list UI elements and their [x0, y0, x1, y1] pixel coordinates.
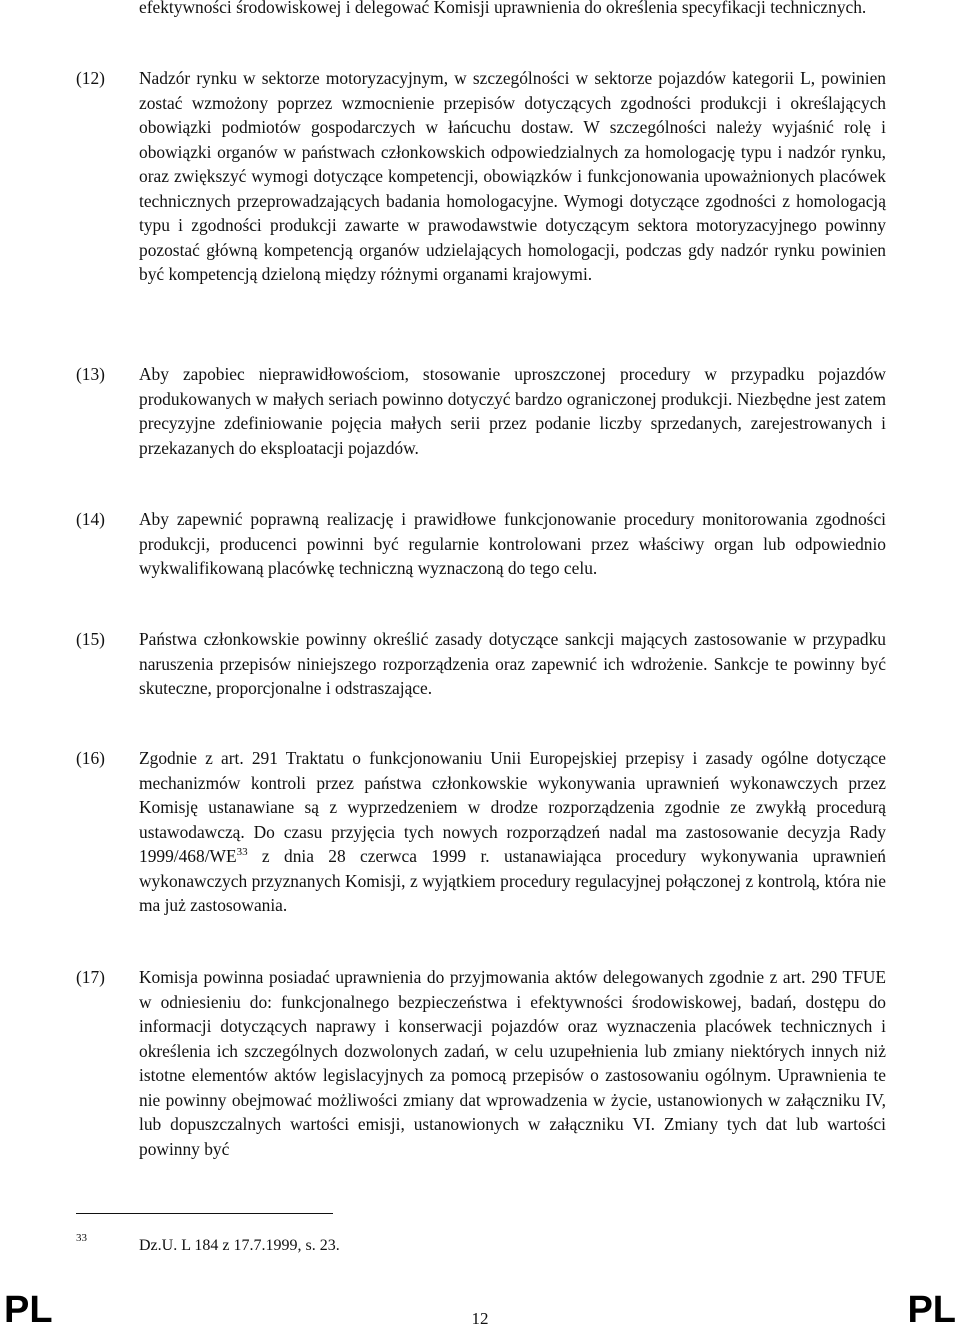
- footnote-text: Dz.U. L 184 z 17.7.1999, s. 23.: [139, 1237, 340, 1254]
- recital-text: [139, 746, 886, 918]
- recital-13: [76, 362, 886, 460]
- recital-text: Państwa członkowskie powinny określić zasady dotyczące sankcji mających zastosowanie w przypadku naruszenia przepisów niniejszego rozporządzenia oraz zapewnić ich wdrożenie. Sankcje te powinny być skuteczne, proporcjonalne i odstraszające.: [139, 629, 886, 698]
- language-code-left: PL: [4, 1289, 53, 1331]
- recital-number: (13): [76, 364, 105, 384]
- recital-number: (14): [76, 509, 105, 529]
- recital-text: Aby zapewnić poprawną realizację i prawidłowe funkcjonowanie procedury monitorowania zgodności produkcji, producenci powinni być regularnie kontrolowani przez właściwy organ lub odpowiednio wykwalifikowaną placówkę techniczną wyznaczoną do tego celu.: [139, 509, 886, 578]
- recital-12: [76, 66, 886, 287]
- continuation-paragraph: efektywności środowiskowej i delegować Komisji uprawnienia do określenia specyfikacji technicznych.: [139, 0, 867, 17]
- recital-number: (12): [76, 68, 105, 88]
- page-number: 12: [471, 1309, 489, 1328]
- recital-text: Nadzór rynku w sektorze motoryzacyjnym, w szczególności w sektorze pojazdów kategorii L, powinien zostać wzmożony poprzez wzmocnienie przepisów dotyczących zgodności produkcji i określających obowiązki podmiotów gospodarczych w łańcuchu dostaw. W szczególności należy wyjaśnić rolę i obowiązki organów w państwach członkowskich odpowiedzialnych za homologację typu i nadzór rynku, oraz zwiększyć wymogi dotyczące kompetencji, obowiązków i funkcjonowania upoważnionych placówek technicznych przeprowadzających badania homologacyjne. Wymogi dotyczące zgodności z homologacją typu i zgodności produkcji zawarte w prawodawstwie dotyczącym sektora motoryzacyjnego powinny pozostać główną kompetencją organów udzielających homologacji, podczas gdy nadzór rynku powinien być kompetencją dzieloną między różnymi organami krajowymi.: [139, 68, 886, 284]
- footnote-reference[interactable]: 33: [236, 846, 248, 858]
- recital-15: [76, 627, 886, 701]
- recital-text: Komisja powinna posiadać uprawnienia do przyjmowania aktów delegowanych zgodnie z art. 290 TFUE w odniesieniu do: funkcjonalnego bezpieczeństwa i efektywności środowiskowej, badań, dostępu do informacji dotyczących naprawy i konserwacji pojazdów oraz wyznaczenia placówek technicznych i określenia ich szczególnych dozwolonych zadań, w celu uzupełnienia lub zmiany niektórych innych niż istotne elementów aktów legislacyjnych za pomocą przepisów o zastosowaniu ogólnym. Uprawnienia te nie powinny obejmować możliwości zmiany dat wprowadzenia w życie, ustanowionych w załączniku IV, lub dopuszczalnych wartości emisji, ustanowionych w załączniku VI. Zmiany tych dat lub wartości powinny być: [139, 967, 886, 1159]
- recital-text: Aby zapobiec nieprawidłowościom, stosowanie uproszczonej procedury w przypadku pojazdów produkowanych w małych seriach powinno dotyczyć bardzo ograniczonej produkcji. Niezbędne jest zatem precyzyjne zdefiniowanie pojęcia małych serii przez podanie liczby sprzedanych, zarejestrowanych i przekazanych do eksploatacji pojazdów.: [139, 364, 886, 458]
- recital-16: [76, 746, 886, 918]
- recital-text-after: z dnia 28 czerwca 1999 r. ustanawiająca procedury wykonywania uprawnień wykonawczych przyznanych Komisji, z wyjątkiem procedury regulacyjnej połączonej z kontrolą, która nie ma już zastosowania.: [139, 846, 886, 915]
- recital-number: (17): [76, 967, 105, 987]
- recital-number: (15): [76, 629, 105, 649]
- footnote-separator: [76, 1213, 333, 1214]
- recital-17: [76, 965, 886, 1161]
- recital-text-before: Zgodnie z art. 291 Traktatu o funkcjonowaniu Unii Europejskiej przepisy i zasady ogólne dotyczące mechanizmów kontroli przez państwa członkowskie wykonywania uprawnień wykonawczych przez Komisję ustanawiane są z wyprzedzeniem w drodze rozporządzenia zgodnie ze zwykłą procedurą ustawodawczą. Do czasu przyjęcia tych nowych rozporządzeń nadal ma zastosowanie decyzja Rady 1999/468/WE: [139, 748, 886, 866]
- recital-number: (16): [76, 748, 105, 768]
- footnote-number: 33: [76, 1232, 87, 1244]
- language-code-right: PL: [907, 1289, 956, 1331]
- recital-14: [76, 507, 886, 581]
